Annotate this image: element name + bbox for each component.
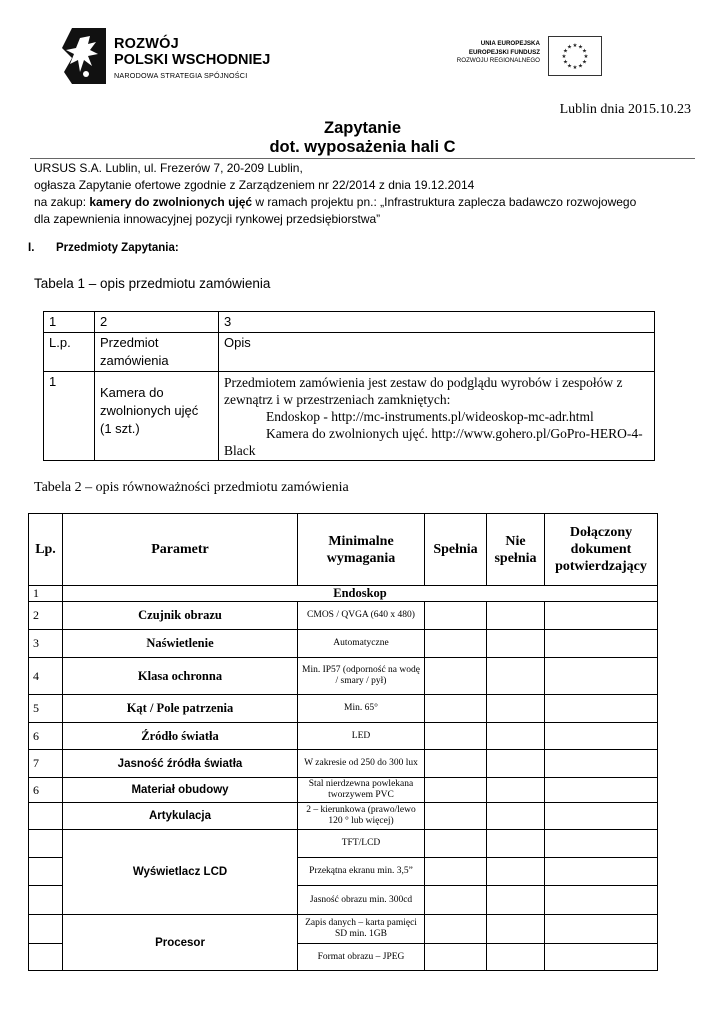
table-row xyxy=(29,586,658,602)
not-meets-cell xyxy=(487,803,545,830)
doc-cell xyxy=(545,723,658,750)
document-date: Lublin dnia 2015.10.23 xyxy=(559,102,691,117)
table1-col-number: 2 xyxy=(95,312,219,333)
not-meets-cell xyxy=(487,658,545,695)
rozwoj-polski-wschodniej-logo xyxy=(60,28,290,88)
table1-header-item: Przedmiot zamówienia xyxy=(95,333,219,372)
header-param: Parametr xyxy=(63,514,298,586)
intro-line-3 xyxy=(34,194,636,211)
row-lp xyxy=(29,830,63,858)
row-param: Naświetlenie xyxy=(63,630,298,658)
row-min: Automatyczne xyxy=(298,630,425,658)
eu-star-icon: ★ xyxy=(563,59,568,66)
eu-text xyxy=(457,40,540,66)
row-min: Stal nierdzewna powlekana tworzywem PVC xyxy=(298,778,425,803)
not-meets-cell xyxy=(487,886,545,915)
eu-flag-icon xyxy=(548,36,602,76)
row-lp: 7 xyxy=(29,750,63,778)
row-min: Min. 65° xyxy=(298,695,425,723)
meets-cell xyxy=(425,658,487,695)
header-lp: Lp. xyxy=(29,514,63,586)
eu-line-2: EUROPEJSKI FUNDUSZ xyxy=(468,48,540,56)
header-doc: Dołączony dokument potwierdzający xyxy=(545,514,658,586)
row-min: LED xyxy=(298,723,425,750)
not-meets-cell xyxy=(487,750,545,778)
row-lp: 2 xyxy=(29,602,63,630)
row-lp: 3 xyxy=(29,630,63,658)
meets-cell xyxy=(425,695,487,723)
doc-cell xyxy=(545,602,658,630)
meets-cell xyxy=(425,723,487,750)
doc-cell xyxy=(545,830,658,858)
table2-header-row xyxy=(29,514,658,586)
doc-cell xyxy=(545,803,658,830)
intro-line-1: URSUS S.A. Lublin, ul. Frezerów 7, 20-209 Lublin, xyxy=(34,161,303,175)
table-row xyxy=(29,723,658,750)
doc-cell xyxy=(545,778,658,803)
row-lp: 4 xyxy=(29,658,63,695)
group-label: Endoskop xyxy=(63,586,658,602)
table1-header-lp: L.p. xyxy=(44,333,95,372)
not-meets-cell xyxy=(487,695,545,723)
eu-star-icon: ★ xyxy=(572,65,578,71)
group-lp: 1 xyxy=(29,586,63,602)
table1-number-row xyxy=(44,312,655,333)
intro-line-2: ogłasza Zapytanie ofertowe zgodnie z Zarządzeniem nr 22/2014 z dnia 19.12.2014 xyxy=(34,178,475,192)
desc-line-1: Przedmiotem zamówienia jest zestaw do podglądu wyrobów i zespołów z zewnątrz i w przestrzeniach zamkniętych: xyxy=(224,375,623,407)
table-row xyxy=(29,915,658,944)
doc-cell xyxy=(545,695,658,723)
meets-cell xyxy=(425,750,487,778)
document-title: Zapytanie xyxy=(323,119,402,137)
row-param: Jasność źródła światła xyxy=(63,750,298,778)
table-row xyxy=(29,630,658,658)
eu-star-icon: ★ xyxy=(572,43,578,49)
doc-cell xyxy=(545,630,658,658)
table1-row-desc xyxy=(219,372,655,461)
not-meets-cell xyxy=(487,944,545,971)
row-min: Jasność obrazu min. 300cd xyxy=(298,886,425,915)
document-subtitle: dot. wyposażenia hali C xyxy=(269,138,456,156)
eu-star-icon: ★ xyxy=(563,48,568,55)
table-row xyxy=(29,658,658,695)
not-meets-cell xyxy=(487,915,545,944)
eu-logo xyxy=(448,36,608,76)
section-title: Przedmioty Zapytania: xyxy=(56,242,179,254)
row-min: Przekątna ekranu min. 3,5” xyxy=(298,858,425,886)
row-min: 2 – kierunkowa (prawo/lewo 120 ° lub więcej) xyxy=(298,803,425,830)
eu-star-icon: ★ xyxy=(578,63,583,70)
row-param: Czujnik obrazu xyxy=(63,602,298,630)
table-row xyxy=(29,830,658,858)
not-meets-cell xyxy=(487,602,545,630)
table1-col-number: 3 xyxy=(219,312,655,333)
row-param: Artykulacja xyxy=(63,803,298,830)
meets-cell xyxy=(425,886,487,915)
brand-line-1: ROZWÓJ xyxy=(114,36,179,52)
row-param: Klasa ochronna xyxy=(63,658,298,695)
not-meets-cell xyxy=(487,830,545,858)
meets-cell xyxy=(425,944,487,971)
row-lp: 5 xyxy=(29,695,63,723)
eu-star-icon: ★ xyxy=(582,48,587,55)
row-lp xyxy=(29,803,63,830)
row-param: Źródło światła xyxy=(63,723,298,750)
row-lp xyxy=(29,944,63,971)
meets-cell xyxy=(425,602,487,630)
table-row xyxy=(29,602,658,630)
row-min: Format obrazu – JPEG xyxy=(298,944,425,971)
meets-cell xyxy=(425,830,487,858)
doc-cell xyxy=(545,944,658,971)
table-row xyxy=(29,803,658,830)
row-lp: 6 xyxy=(29,778,63,803)
row-param: Materiał obudowy xyxy=(63,778,298,803)
eu-star-icon: ★ xyxy=(583,54,589,60)
row-min: W zakresie od 250 do 300 lux xyxy=(298,750,425,778)
table1-header-desc: Opis xyxy=(219,333,655,372)
table2 xyxy=(28,513,658,971)
row-lp xyxy=(29,886,63,915)
meets-cell xyxy=(425,778,487,803)
intro-line-3-bold: kamery do zwolnionych ujęć xyxy=(89,195,253,209)
intro-line-3-prefix: na zakup: xyxy=(34,195,90,209)
row-lp: 6 xyxy=(29,723,63,750)
header-meets: Spełnia xyxy=(425,514,487,586)
title-divider xyxy=(30,158,695,159)
not-meets-cell xyxy=(487,630,545,658)
table-row xyxy=(29,778,658,803)
row-min: TFT/LCD xyxy=(298,830,425,858)
eu-line-3: ROZWOJU REGIONALNEGO xyxy=(456,57,540,65)
meets-cell xyxy=(425,803,487,830)
header-min: Minimalne wymagania xyxy=(298,514,425,586)
doc-cell xyxy=(545,858,658,886)
table1-caption: Tabela 1 – opis przedmiotu zamówienia xyxy=(34,276,271,291)
doc-cell xyxy=(545,750,658,778)
eu-star-icon: ★ xyxy=(578,44,583,51)
row-min: CMOS / QVGA (640 x 480) xyxy=(298,602,425,630)
row-param-lcd: Wyświetlacz LCD xyxy=(63,830,298,915)
header-not-meets: Nie spełnia xyxy=(487,514,545,586)
meets-cell xyxy=(425,915,487,944)
section-number: I. xyxy=(28,242,35,254)
not-meets-cell xyxy=(487,723,545,750)
table1 xyxy=(43,311,655,461)
row-min: Min. IP57 (odporność na wodę / smary / pył) xyxy=(298,658,425,695)
eu-star-icon: ★ xyxy=(561,54,567,60)
table1-row-lp: 1 xyxy=(44,372,95,461)
row-lp xyxy=(29,858,63,886)
eu-star-icon: ★ xyxy=(582,59,587,66)
doc-cell xyxy=(545,658,658,695)
section-heading xyxy=(28,242,179,254)
row-param-cpu: Procesor xyxy=(63,915,298,971)
desc-line-2: Endoskop - http://mc-instruments.pl/wideoskop-mc-adr.html xyxy=(266,409,594,424)
eu-star-icon: ★ xyxy=(567,44,572,51)
brand-line-2: POLSKI WSCHODNIEJ xyxy=(114,52,271,68)
row-param: Kąt / Pole patrzenia xyxy=(63,695,298,723)
table1-row-item: Kamera do zwolnionych ujęć (1 szt.) xyxy=(95,372,219,461)
table2-caption: Tabela 2 – opis równoważności przedmiotu zamówienia xyxy=(34,480,349,495)
meets-cell xyxy=(425,630,487,658)
brand-line-3: NARODOWA STRATEGIA SPÓJNOŚCI xyxy=(114,71,248,80)
eu-line-1: UNIA EUROPEJSKA xyxy=(480,40,540,47)
table-row xyxy=(29,695,658,723)
not-meets-cell xyxy=(487,858,545,886)
intro-line-3-suffix: w ramach projektu pn.: „Infrastruktura zaplecza badawczo rozwojowego xyxy=(252,195,637,209)
intro-line-4: dla zapewnienia innowacyjnej pozycji rynkowej przedsiębiorstwa” xyxy=(34,212,381,226)
eagle-emblem-icon xyxy=(60,28,106,84)
row-lp xyxy=(29,915,63,944)
table-row xyxy=(29,750,658,778)
eu-star-icon: ★ xyxy=(567,63,572,70)
doc-cell xyxy=(545,886,658,915)
row-min: Zapis danych – karta pamięci SD min. 1GB xyxy=(298,915,425,944)
desc-line-3: Kamera do zwolnionych ujęć. http://www.gohero.pl/GoPro-HERO-4-Black xyxy=(224,426,643,458)
table1-header-row xyxy=(44,333,655,372)
table1-col-number: 1 xyxy=(44,312,95,333)
not-meets-cell xyxy=(487,778,545,803)
doc-cell xyxy=(545,915,658,944)
table-row xyxy=(44,372,655,461)
meets-cell xyxy=(425,858,487,886)
